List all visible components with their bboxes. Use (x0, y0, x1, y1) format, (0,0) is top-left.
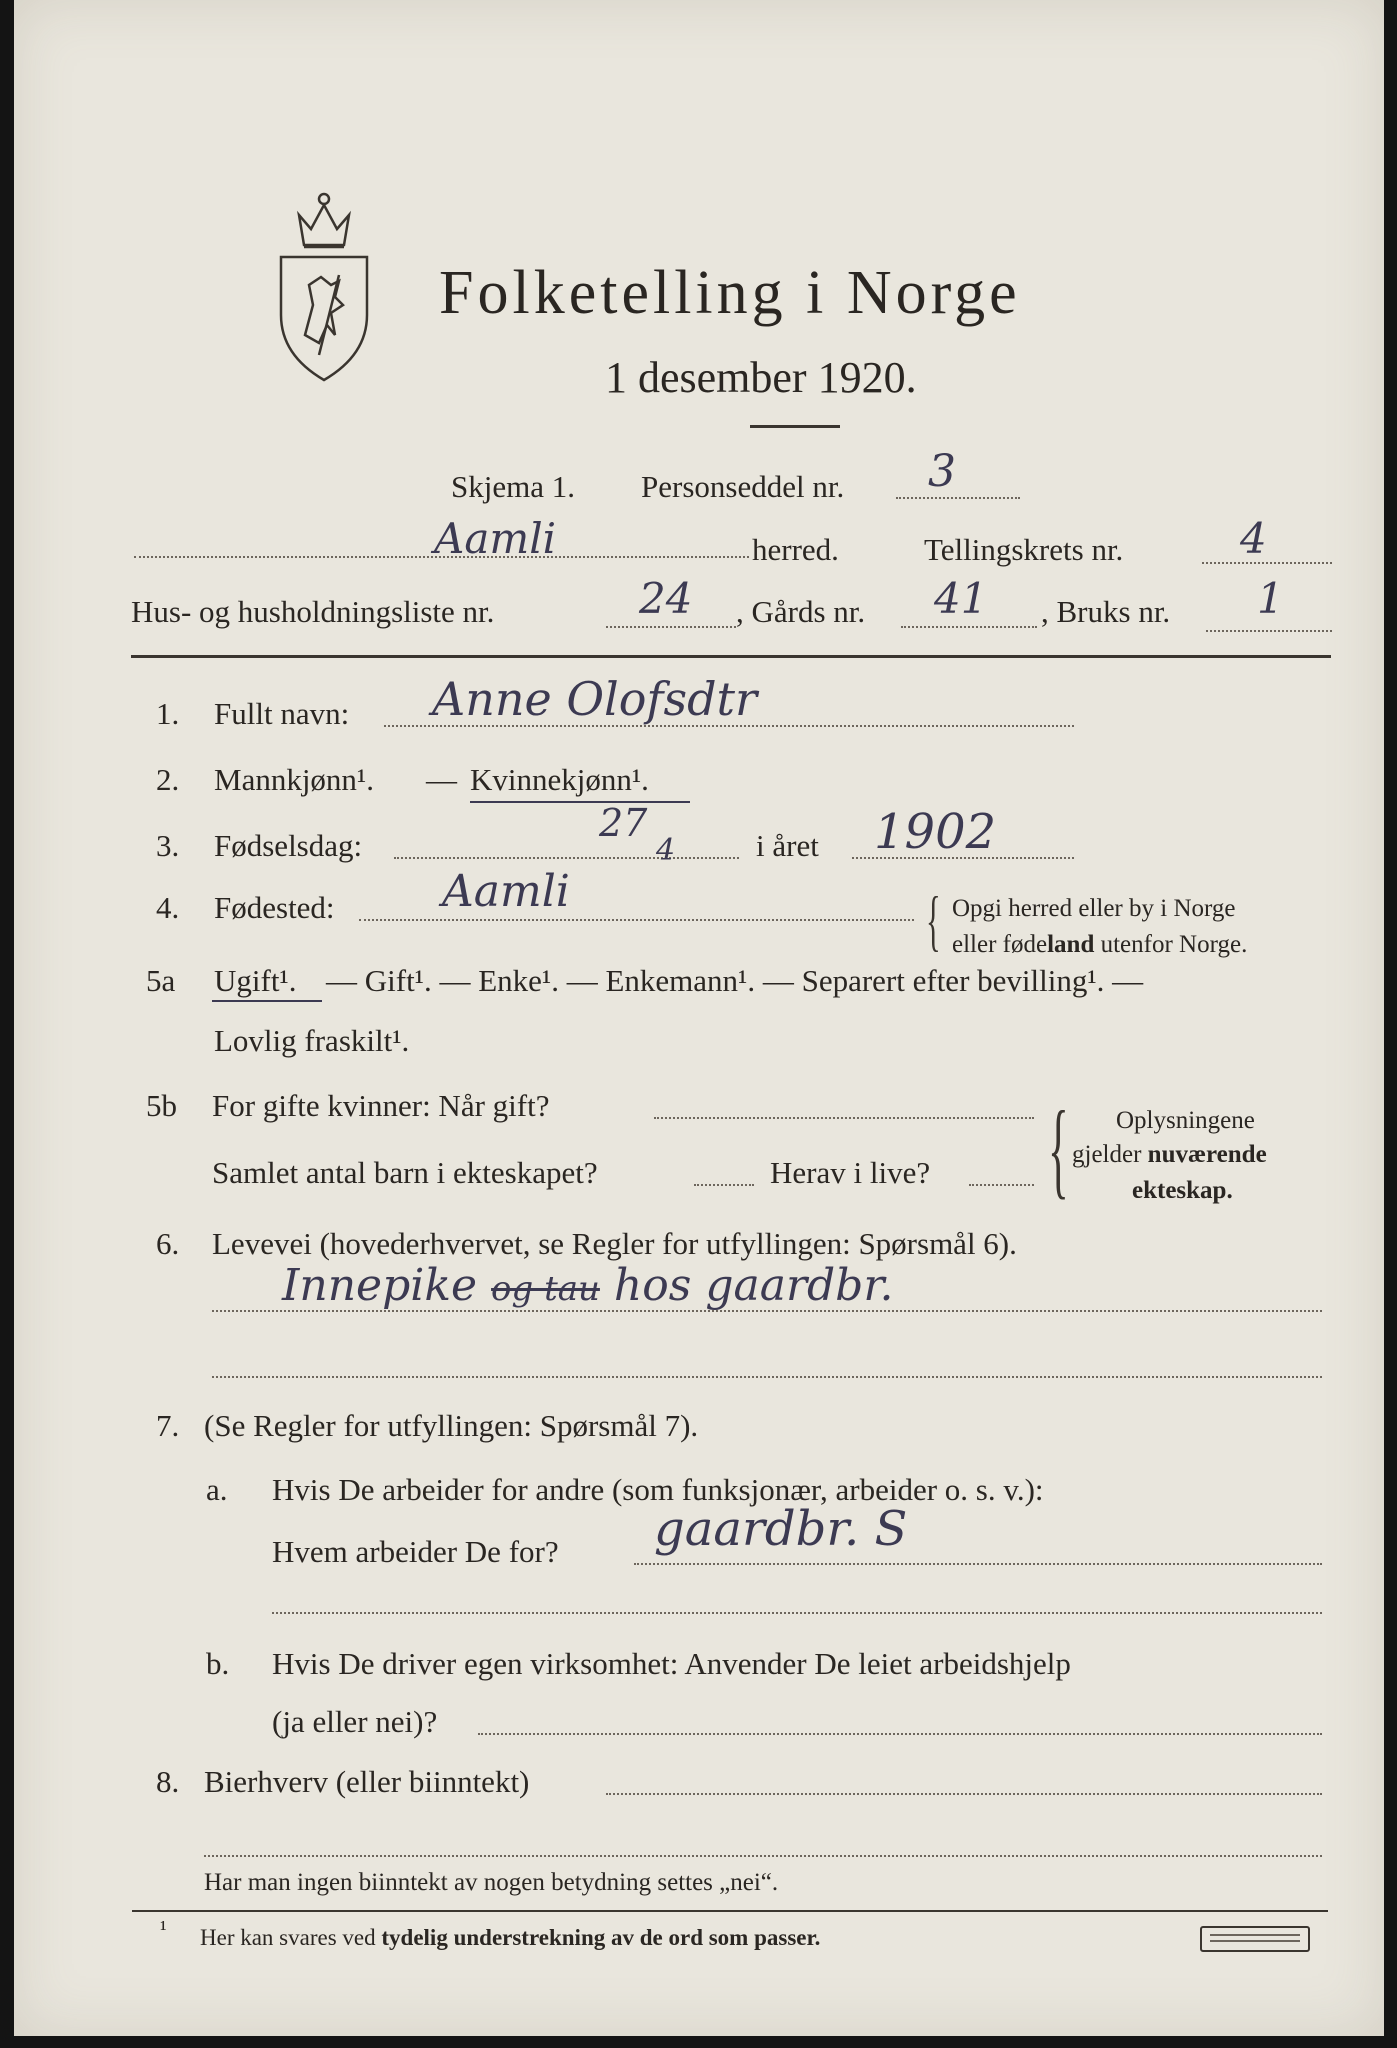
q7b-letter: b. (206, 1646, 230, 1681)
personseddel-value[interactable]: 3 (928, 446, 956, 497)
q5b-married-when-line[interactable] (654, 1117, 1034, 1119)
q5a-number: 5a (146, 963, 176, 998)
q4-label: Fødested: (214, 890, 335, 925)
footnote-rule (132, 1910, 1328, 1912)
ugift-underline (212, 1000, 322, 1002)
herred-value[interactable]: Aamli (434, 514, 557, 563)
header-rule (131, 655, 1331, 658)
q5b-married-when-label: For gifte kvinner: Når gift? (212, 1088, 550, 1123)
husliste-value[interactable]: 24 (639, 574, 693, 623)
gards-line (901, 626, 1037, 628)
q5b-note-line3: ekteskap. (1132, 1177, 1233, 1204)
full-name-value[interactable]: Anne Olofsdtr (432, 672, 757, 726)
birth-month-value[interactable]: 4 (656, 833, 676, 868)
birth-year-value[interactable]: 1902 (874, 804, 997, 860)
q3-number: 3. (156, 828, 180, 863)
q4-note-line2 (952, 932, 1247, 957)
q2-number: 2. (156, 762, 180, 797)
q4-note-2a: eller føde (952, 931, 1048, 958)
q7b-label2: (ja eller nei)? (272, 1704, 438, 1739)
tellingskrets-line (1202, 562, 1332, 564)
gards-label: , Gårds nr. (736, 594, 866, 629)
bruks-line (1206, 630, 1332, 632)
sex-female-option[interactable]: Kvinnekjønn¹. (470, 762, 649, 797)
footnote-text-b: tydelig understrekning av de ord som passer. (381, 1925, 821, 1950)
q7a-line1 (634, 1563, 1322, 1565)
q4-note-2c: utenfor Norge. (1094, 931, 1248, 958)
marital-other-options[interactable]: — Gift¹. — Enke¹. — Enkemann¹. — Separert efter bevilling¹. — (326, 963, 1144, 998)
printer-stamp-icon (1200, 1926, 1310, 1952)
q7a-letter: a. (206, 1472, 228, 1507)
no-income-note: Har man ingen biinntekt av nogen betydning settes „nei“. (204, 1869, 779, 1896)
q5b-alive-line[interactable] (969, 1184, 1034, 1186)
tellingskrets-value[interactable]: 4 (1240, 514, 1267, 563)
title-divider (750, 425, 840, 428)
footnote-mark: ¹ (160, 1916, 167, 1941)
q4-note-2b: land (1047, 931, 1095, 958)
footnote-text-a: Her kan svares ved (200, 1925, 382, 1950)
herred-label: herred. (752, 532, 839, 567)
q1-number: 1. (156, 696, 180, 731)
q7a-label1: Hvis De arbeider for andre (som funksjonær, arbeider o. s. v.): (272, 1472, 1044, 1507)
q7-label: (Se Regler for utfyllingen: Spørsmål 7). (204, 1408, 699, 1443)
q5b-brace: { (1048, 1090, 1069, 1209)
norwegian-coat-of-arms-icon (269, 185, 379, 385)
q6-number: 6. (156, 1226, 180, 1261)
birthplace-value[interactable]: Aamli (442, 866, 570, 917)
q3-day-line (394, 857, 739, 859)
census-form-sheet (14, 0, 1384, 2036)
q7a-label2: Hvem arbeider De for? (272, 1534, 559, 1569)
q7b-line[interactable] (478, 1733, 1322, 1735)
occupation-part2: hos gaardbr. (613, 1260, 894, 1311)
q4-note-line1: Opgi herred eller by i Norge (952, 895, 1236, 922)
occupation-struck-text: og tau (491, 1269, 600, 1309)
q3-label: Fødselsdag: (214, 828, 363, 863)
husliste-label: Hus- og husholdningsliste nr. (131, 594, 495, 629)
q8-line2[interactable] (204, 1855, 1322, 1857)
personseddel-line (896, 497, 1020, 499)
q8-label: Bierhverv (eller biinntekt) (204, 1764, 530, 1799)
q5b-note-2a: gjelder (1072, 1141, 1148, 1168)
employer-value[interactable]: gaardbr. S (654, 1501, 908, 1557)
sex-separator: — (426, 762, 457, 797)
q5b-alive-label: Herav i live? (770, 1155, 931, 1190)
q5b-children-label: Samlet antal barn i ekteskapet? (212, 1155, 598, 1190)
q6-line2[interactable] (212, 1376, 1322, 1378)
q1-label: Fullt navn: (214, 696, 350, 731)
q7-number: 7. (156, 1408, 180, 1443)
occupation-part1: Innepike (282, 1260, 478, 1311)
marital-ugift-option[interactable]: Ugift¹. (214, 963, 297, 998)
q6-label: Levevei (hovederhvervet, se Regler for utfyllingen: Spørsmål 6). (212, 1226, 1017, 1261)
personseddel-label: Personseddel nr. (641, 469, 845, 504)
q5b-note-2b: nuværende (1147, 1141, 1267, 1168)
skjema-label: Skjema 1. (451, 469, 575, 504)
tellingskrets-label: Tellingskrets nr. (924, 532, 1124, 567)
q4-number: 4. (156, 890, 180, 925)
q8-line1[interactable] (606, 1793, 1322, 1795)
gards-value[interactable]: 41 (934, 574, 988, 623)
q7b-label1: Hvis De driver egen virksomhet: Anvender De leiet arbeidshjelp (272, 1646, 1071, 1681)
bruks-value[interactable]: 1 (1257, 574, 1284, 623)
q4-brace: { (926, 882, 941, 958)
q4-line (359, 919, 914, 921)
q5b-note-line1: Oplysningene (1116, 1107, 1255, 1134)
occupation-value[interactable] (282, 1260, 894, 1311)
q3-year-label: i året (756, 828, 819, 863)
q5b-note-line2 (1072, 1142, 1267, 1167)
birth-day-value[interactable]: 27 (599, 801, 648, 845)
husliste-line (606, 626, 736, 628)
footnote-text (200, 1926, 820, 1949)
census-date: 1 desember 1920. (605, 353, 917, 402)
q8-number: 8. (156, 1764, 180, 1799)
marital-divorced-option[interactable]: Lovlig fraskilt¹. (214, 1023, 410, 1058)
q5b-number: 5b (146, 1088, 177, 1123)
form-title: Folketelling i Norge (439, 259, 1021, 327)
female-underline (470, 801, 690, 803)
sex-male-option[interactable]: Mannkjønn¹. (214, 762, 374, 797)
q7a-line2[interactable] (272, 1612, 1322, 1614)
bruks-label: , Bruks nr. (1041, 594, 1171, 629)
q5b-children-line[interactable] (694, 1184, 754, 1186)
